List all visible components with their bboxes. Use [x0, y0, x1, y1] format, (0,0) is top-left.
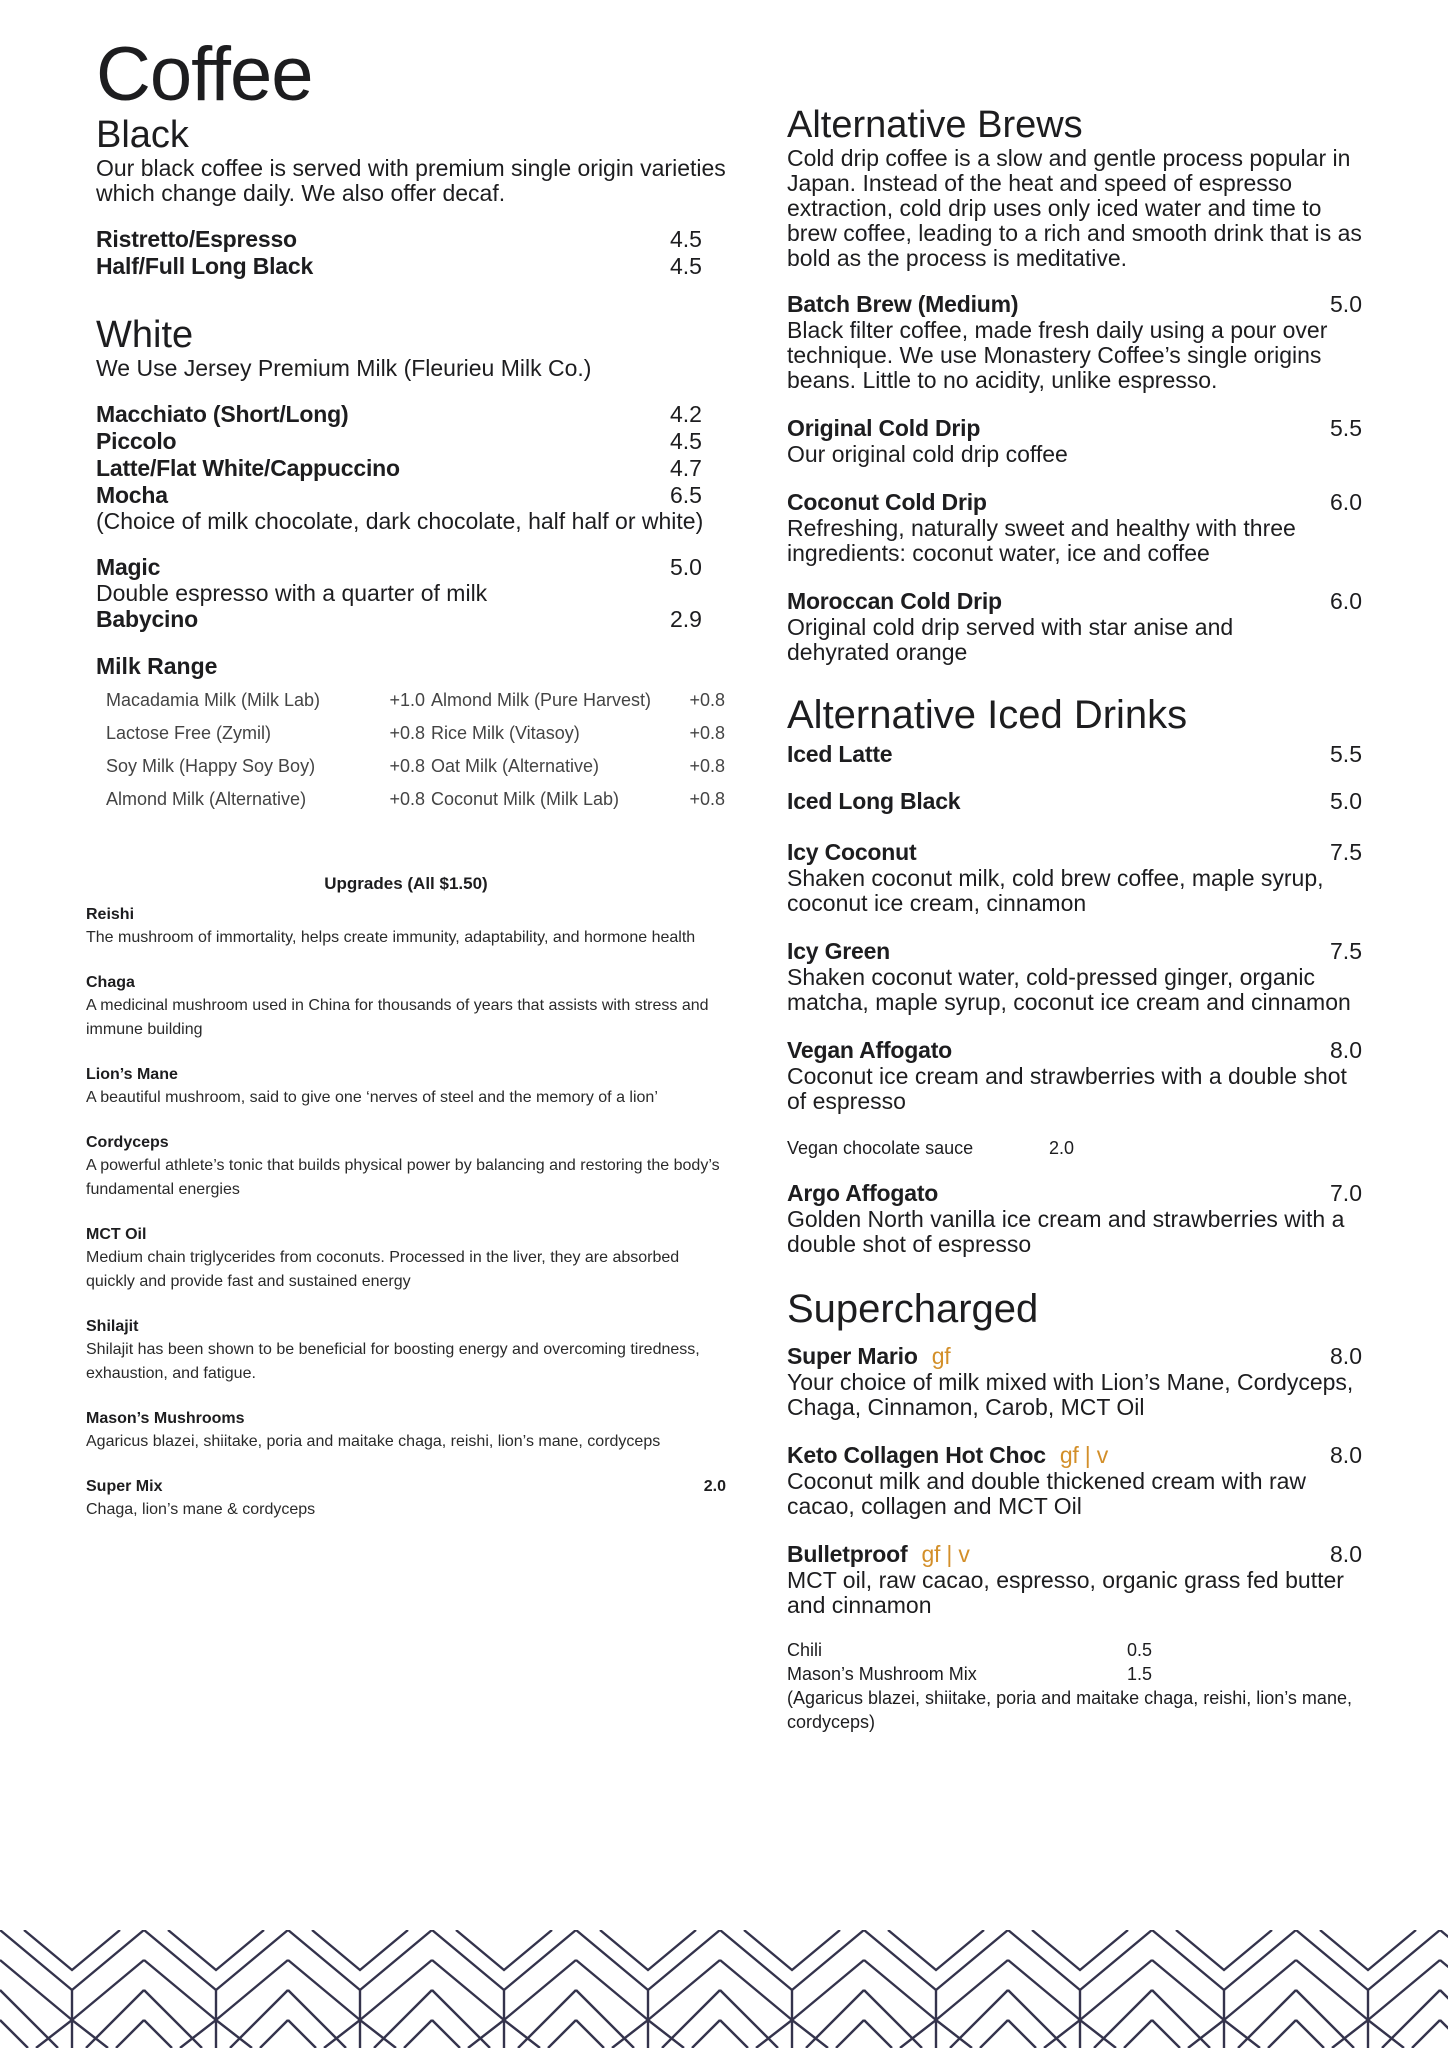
menu-item [787, 839, 1362, 866]
milk-option: Macadamia Milk (Milk Lab) +1.0 [106, 690, 425, 710]
item-name: Argo Affogato [787, 1180, 939, 1206]
dietary-tag: gf [931, 1343, 951, 1369]
upgrade-price: 2.0 [703, 1478, 726, 1495]
menu-item [96, 482, 736, 509]
menu-item [787, 1343, 1362, 1370]
upgrade-name: MCT Oil [86, 1226, 147, 1243]
section-title-black: Black [96, 114, 189, 156]
item-description: Original cold drip served with star anise and dehyrated orange [787, 614, 1234, 665]
milk-range-grid [106, 690, 736, 810]
upgrade-item [86, 972, 726, 1042]
upgrade-description: Chaga, lion’s mane & cordyceps [86, 1501, 316, 1518]
alt-brews-description: Cold drip coffee is a slow and gentle process popular in Japan. Instead of the heat and speed of espresso extraction, cold drip uses only iced water and time to brew coffee, leading to a rich and smooth drink that is as bold as the process is meditative. [787, 145, 1362, 271]
page-title: Coffee [96, 32, 313, 117]
dietary-tag: gf | v [1059, 1442, 1109, 1468]
section-title-supercharged: Supercharged [787, 1287, 1039, 1331]
menu-item [96, 226, 736, 253]
item-price: 6.0 [1330, 489, 1362, 515]
item-price: 4.7 [670, 455, 702, 481]
item-name: Icy Green [787, 938, 891, 964]
item-price: 4.2 [670, 401, 702, 427]
item-price: 5.0 [1330, 788, 1362, 814]
add-on-price: 1.5 [1127, 1664, 1153, 1684]
item-description: Your choice of milk mixed with Lion’s Mane, Cordyceps, Chaga, Cinnamon, Carob, MCT Oil [787, 1369, 1354, 1420]
menu-item [787, 1037, 1362, 1064]
item-description: Our original cold drip coffee [787, 441, 1068, 467]
section-title-alternative-iced-drinks: Alternative Iced Drinks [787, 693, 1188, 737]
upgrade-item [86, 1064, 726, 1110]
section-title-alternative-brews: Alternative Brews [787, 104, 1083, 146]
add-on-price: 0.5 [1127, 1640, 1153, 1660]
item-name: Iced Long Black [787, 788, 961, 814]
add-on-name: Chili [787, 1640, 823, 1660]
upgrade-description: A medicinal mushroom used in China for thousands of years that assists with stress and immune building [86, 997, 709, 1038]
item-name: Bulletproof [787, 1541, 908, 1567]
add-on-name: Vegan chocolate sauce [787, 1138, 974, 1158]
upgrade-name: Reishi [86, 906, 135, 923]
item-name: Original Cold Drip [787, 415, 981, 441]
dietary-tag: gf | v [921, 1541, 970, 1567]
upgrade-description: A powerful athlete’s tonic that builds physical power by balancing and restoring the body’s fundamental energies [86, 1157, 720, 1198]
menu-item [96, 606, 736, 633]
upgrade-name: Chaga [86, 974, 135, 991]
menu-item [787, 1541, 1362, 1568]
item-name: Macchiato (Short/Long) [96, 401, 349, 427]
upgrade-description: The mushroom of immortality, helps create immunity, adaptability, and hormone health [86, 929, 696, 946]
menu-item [787, 938, 1362, 965]
item-description: Black filter coffee, made fresh daily using a pour over technique. We use Monastery Coffee’s single origins beans. Little to no acidity, unlike espresso. [787, 317, 1328, 393]
item-description: Shaken coconut milk, cold brew coffee, maple syrup, coconut ice cream, cinnamon [787, 865, 1324, 916]
item-name: Iced Latte [787, 741, 893, 767]
item-price: 5.5 [1330, 741, 1362, 767]
right-column [787, 104, 1362, 1734]
upgrade-item [86, 1132, 726, 1202]
upgrade-item [86, 1408, 726, 1454]
item-price: 8.0 [1330, 1037, 1362, 1063]
menu-item [787, 415, 1362, 442]
item-price: 4.5 [670, 253, 702, 279]
item-name: Super Mario [787, 1343, 918, 1369]
item-name: Vegan Affogato [787, 1037, 953, 1063]
upgrade-description: Agaricus blazei, shiitake, poria and maitake chaga, reishi, lion’s mane, cordyceps [86, 1433, 661, 1450]
upgrade-name: Lion’s Mane [86, 1066, 178, 1083]
menu-item [787, 588, 1362, 615]
section-title-white: White [96, 314, 194, 356]
menu-item [96, 253, 736, 280]
item-description: Coconut milk and double thickened cream with raw cacao, collagen and MCT Oil [787, 1468, 1307, 1519]
item-name: Icy Coconut [787, 839, 917, 865]
item-description: MCT oil, raw cacao, espresso, organic grass fed butter and cinnamon [787, 1567, 1344, 1618]
item-description: Double espresso with a quarter of milk [96, 580, 488, 606]
item-price: 6.0 [1330, 588, 1362, 614]
item-price: 7.5 [1330, 938, 1362, 964]
left-column [96, 32, 736, 810]
upgrade-name: Cordyceps [86, 1134, 169, 1151]
item-description: Coconut ice cream and strawberries with a double shot of espresso [787, 1063, 1347, 1114]
add-on-item [787, 1638, 1362, 1662]
item-price: 6.5 [670, 482, 702, 508]
upgrade-description: A beautiful mushroom, said to give one ‘nerves of steel and the memory of a lion’ [86, 1089, 658, 1106]
item-name: Batch Brew (Medium) [787, 291, 1019, 317]
mocha-note: (Choice of milk chocolate, dark chocolate, half half or white) [96, 508, 704, 534]
milk-option: Rice Milk (Vitasoy) +0.8 [431, 723, 725, 743]
milk-option: Oat Milk (Alternative) +0.8 [431, 756, 725, 776]
item-price: 4.5 [670, 226, 702, 252]
upgrade-item [86, 1476, 726, 1522]
item-price: 5.5 [1330, 415, 1362, 441]
menu-item [787, 1442, 1362, 1469]
item-name: Moroccan Cold Drip [787, 588, 1002, 614]
white-description: We Use Jersey Premium Milk (Fleurieu Milk Co.) [96, 355, 592, 381]
add-on-item [787, 1662, 1362, 1686]
item-name: Latte/Flat White/Cappuccino [96, 455, 400, 481]
item-name: Magic [96, 554, 161, 580]
add-on-price: 2.0 [1049, 1138, 1075, 1158]
milk-option: Coconut Milk (Milk Lab) +0.8 [431, 789, 725, 809]
milk-option: Almond Milk (Pure Harvest) +0.8 [431, 690, 725, 710]
item-price: 8.0 [1330, 1343, 1362, 1369]
upgrade-name: Mason’s Mushrooms [86, 1410, 245, 1427]
upgrade-item [86, 1224, 726, 1294]
item-name: Coconut Cold Drip [787, 489, 987, 515]
milk-range-title: Milk Range [96, 653, 218, 679]
menu-item [96, 455, 736, 482]
item-description: Shaken coconut water, cold-pressed ginger, organic matcha, maple syrup, coconut ice cream and cinnamon [787, 964, 1351, 1015]
item-description: Refreshing, naturally sweet and healthy with three ingredients: coconut water, ice and coffee [787, 515, 1296, 566]
item-price: 5.0 [670, 554, 702, 580]
menu-item [96, 401, 736, 428]
item-price: 8.0 [1330, 1442, 1362, 1468]
geometric-pattern-footer [0, 1930, 1448, 2048]
item-name: Babycino [96, 606, 198, 632]
menu-item [787, 291, 1362, 318]
milk-option: Lactose Free (Zymil) +0.8 [106, 723, 425, 743]
milk-option: Almond Milk (Alternative) +0.8 [106, 789, 425, 809]
upgrade-item [86, 904, 726, 950]
item-name: Mocha [96, 482, 168, 508]
menu-item [96, 554, 736, 581]
add-on-item [787, 1136, 1362, 1160]
item-name: Piccolo [96, 428, 177, 454]
item-price: 4.5 [670, 428, 702, 454]
upgrade-name: Super Mix [86, 1478, 163, 1495]
item-name: Ristretto/Espresso [96, 226, 297, 252]
item-name: Half/Full Long Black [96, 253, 314, 279]
upgrade-description: Medium chain triglycerides from coconuts. Processed in the liver, they are absorbed quickly and provide fast and sustained energy [86, 1249, 680, 1290]
upgrade-name: Shilajit [86, 1318, 139, 1335]
menu-item [787, 741, 1362, 768]
menu-item [96, 428, 736, 455]
item-name: Keto Collagen Hot Choc [787, 1442, 1046, 1468]
upgrades-section [86, 874, 726, 1544]
item-price: 5.0 [1330, 291, 1362, 317]
item-price: 7.5 [1330, 839, 1362, 865]
item-price: 8.0 [1330, 1541, 1362, 1567]
upgrades-title: Upgrades (All $1.50) [324, 874, 488, 893]
menu-item [787, 489, 1362, 516]
black-description: Our black coffee is served with premium single origin varieties which change daily. We also offer decaf. [96, 155, 726, 206]
upgrade-description: Shilajit has been shown to be beneficial for boosting energy and overcoming tiredness, exhaustion, and fatigue. [86, 1341, 700, 1382]
item-description: Golden North vanilla ice cream and strawberries with a double shot of espresso [787, 1206, 1345, 1257]
menu-item [787, 788, 1362, 815]
item-price: 7.0 [1330, 1180, 1362, 1206]
add-on-note: (Agaricus blazei, shiitake, poria and maitake chaga, reishi, lion’s mane, cordyceps) [787, 1688, 1352, 1732]
milk-option: Soy Milk (Happy Soy Boy) +0.8 [106, 756, 425, 776]
menu-item [787, 1180, 1362, 1207]
item-price: 2.9 [670, 606, 702, 632]
upgrade-item [86, 1316, 726, 1386]
add-on-name: Mason’s Mushroom Mix [787, 1664, 977, 1684]
